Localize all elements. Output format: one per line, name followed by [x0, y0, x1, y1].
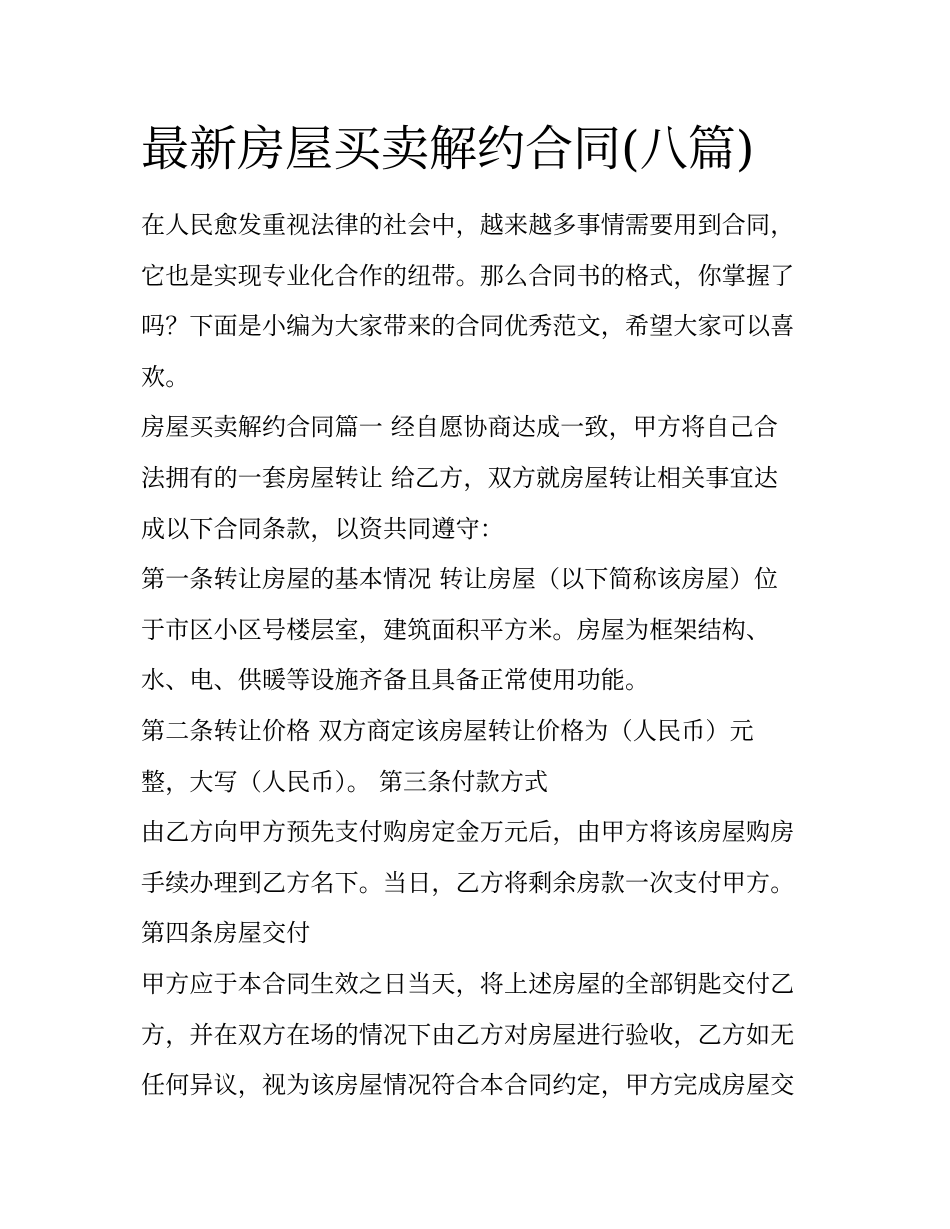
text-line: 在人民愈发重视法律的社会中，越来越多事情需要用到合同，	[141, 211, 795, 239]
text-line: 任何异议，视为该房屋情况符合本合同约定，甲方完成房屋交	[141, 1071, 795, 1100]
text-line: 由乙方向甲方预先支付购房定金万元后，由甲方将该房屋购房	[141, 818, 795, 847]
text-line: 方，并在双方在场的情况下由乙方对房屋进行验收，乙方如无	[141, 1020, 795, 1049]
text-line: 于市区小区号楼层室，建筑面积平方米。房屋为框架结构、	[141, 615, 771, 644]
text-line: 第二条转让价格 双方商定该房屋转让价格为（人民币）元	[141, 716, 754, 745]
text-line: 成以下合同条款，以资共同遵守：	[141, 514, 504, 543]
text-line: 房屋买卖解约合同篇一 经自愿协商达成一致，甲方将自己合	[141, 413, 779, 442]
text-line: 欢。	[141, 362, 190, 391]
document-title: 最新房屋买卖解约合同(八篇)	[141, 121, 755, 177]
document-body	[141, 200, 821, 1111]
text-line: 它也是实现专业化合作的纽带。那么合同书的格式，你掌握了	[141, 261, 795, 290]
text-line: 吗？下面是小编为大家带来的合同优秀范文，希望大家可以喜	[141, 312, 795, 341]
text-line: 甲方应于本合同生效之日当天，将上述房屋的全部钥匙交付乙	[141, 969, 795, 998]
text-line: 第四条房屋交付	[141, 919, 311, 948]
text-line: 法拥有的一套房屋转让 给乙方，双方就房屋转让相关事宜达	[141, 463, 779, 492]
text-line: 手续办理到乙方名下。当日，乙方将剩余房款一次支付甲方。	[141, 868, 795, 897]
text-line: 整，大写（人民币）。 第三条付款方式	[141, 767, 549, 796]
text-line: 第一条转让房屋的基本情况 转让房屋（以下简称该房屋）位	[141, 565, 779, 594]
text-line: 水、电、供暖等设施齐备且具备正常使用功能。	[141, 666, 650, 695]
